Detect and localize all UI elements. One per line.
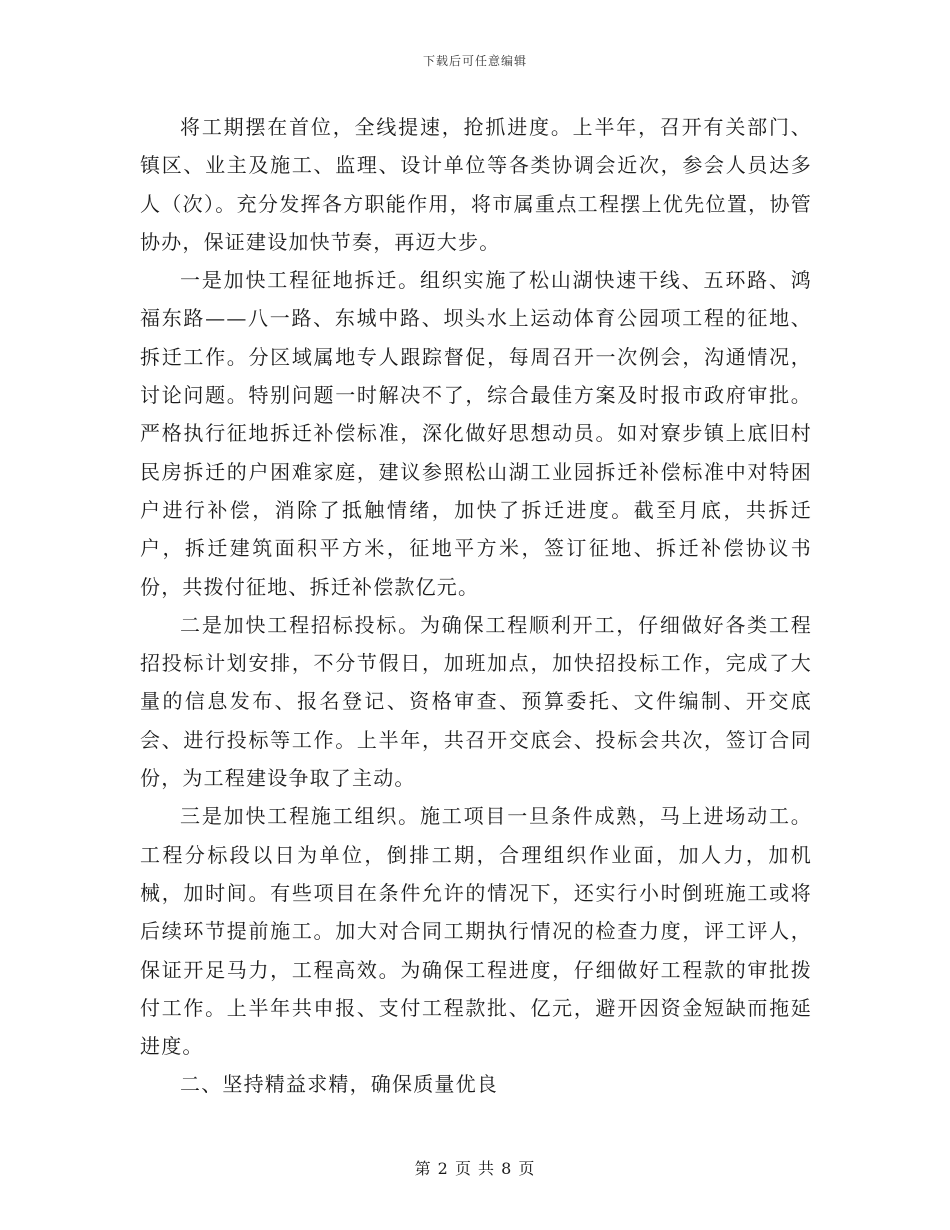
- paragraph-construction: 三是加快工程施工组织。施工项目一旦条件成熟，马上进场动工。工程分标段以日为单位，倒排工期，合理组织作业面，加人力，加机械，加时间。有些项目在条件允许的情况下，还实行小时倒班施工或将后续环节提前施工。加大对合同工期执行情况的检查力度，评工评人，保证开足马力，工程高效。为确保工程进度，仔细做好工程款的审批拨付工作。上半年共申报、支付工程款批、亿元，避开因资金短缺而拖延进度。: [140, 804, 812, 1059]
- header-note: 下载后可任意编辑: [422, 54, 527, 68]
- paragraph-intro: 将工期摆在首位，全线提速，抢抓进度。上半年，召开有关部门、镇区、业主及施工、监理、设计单位等各类协调会近次，参会人员达多人（次）。充分发挥各方职能作用，将市属重点工程摆上优先位置，协管协办，保证建设加快节奏，再迈大步。: [140, 115, 812, 254]
- document-body: [140, 108, 812, 1104]
- paragraph-land-acquisition: 一是加快工程征地拆迁。组织实施了松山湖快速干线、五环路、鸿福东路——八一路、东城中路、坝头水上运动体育公园项工程的征地、拆迁工作。分区域属地专人跟踪督促，每周召开一次例会，沟通情况，讨论问题。特别问题一时解决不了，综合最佳方案及时报市政府审批。严格执行征地拆迁补偿标准，深化做好思想动员。如对寮步镇上底旧村民房拆迁的户困难家庭，建议参照松山湖工业园拆迁补偿标准中对特困户进行补偿，消除了抵触情绪，加快了拆迁进度。截至月底，共拆迁户，拆迁建筑面积平方米，征地平方米，签订征地、拆迁补偿协议书份，共拨付征地、拆迁补偿款亿元。: [140, 268, 812, 599]
- page-number: 第 2 页 共 8 页: [414, 1159, 536, 1178]
- section-heading-quality: 二、坚持精益求精，确保质量优良: [180, 1072, 498, 1097]
- paragraph-bidding: 二是加快工程招标投标。为确保工程顺利开工，仔细做好各类工程招投标计划安排，不分节假日，加班加点，加快招投标工作，完成了大量的信息发布、报名登记、资格审查、预算委托、文件编制、开交底会、进行投标等工作。上半年，共召开交底会、投标会共次，签订合同份，为工程建设争取了主动。: [140, 612, 812, 791]
